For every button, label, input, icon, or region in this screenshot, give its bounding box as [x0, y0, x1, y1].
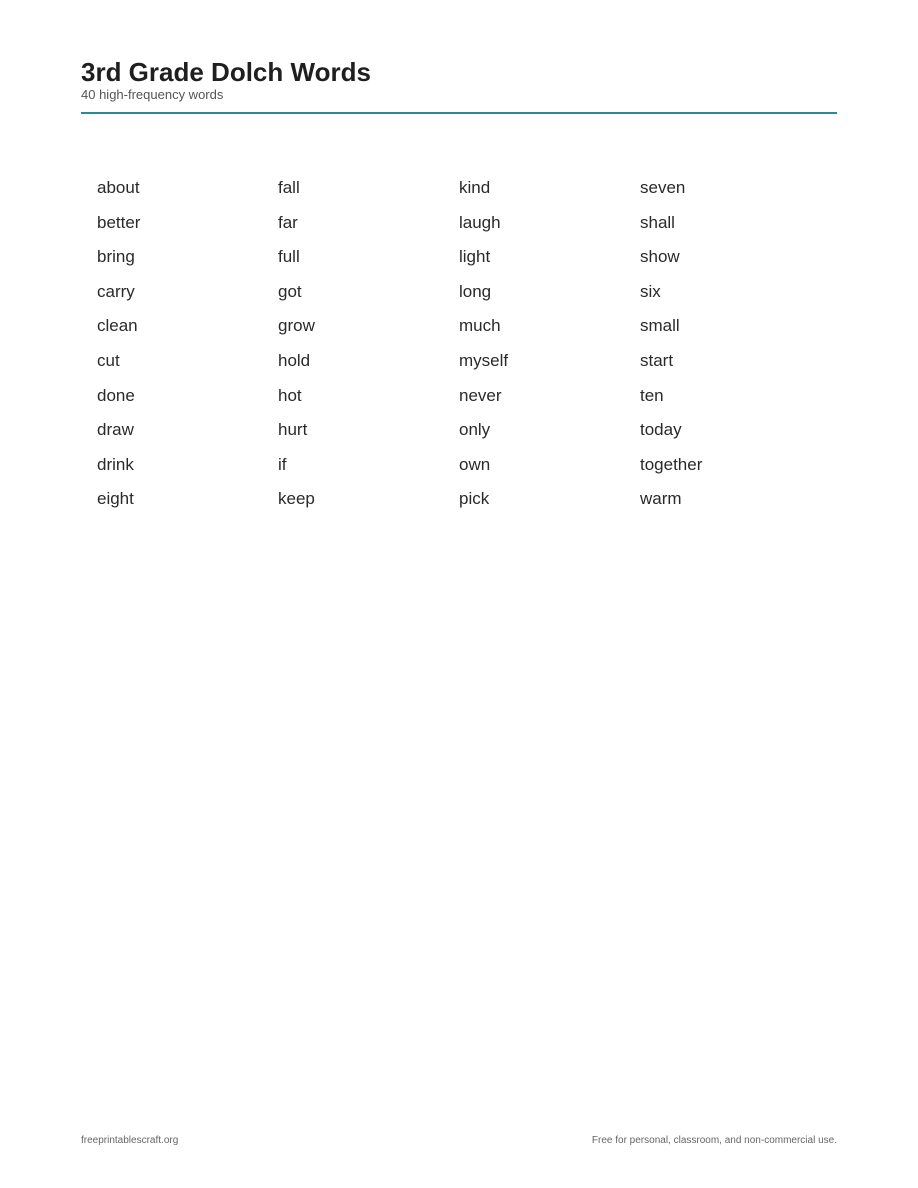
word-item: better — [97, 212, 141, 232]
word-item: carry — [97, 281, 135, 301]
word-item: drink — [97, 454, 134, 474]
word-item: ten — [640, 385, 664, 405]
word-item: hurt — [278, 420, 308, 440]
word-item: keep — [278, 489, 315, 509]
word-item: if — [278, 454, 287, 474]
footer-license: Free for personal, classroom, and non-commercial use. — [591, 1135, 837, 1146]
word-item: bring — [97, 247, 135, 267]
word-item: about — [97, 178, 140, 197]
word-item: never — [459, 385, 502, 405]
word-item: warm — [640, 489, 682, 509]
word-item: fall — [278, 178, 300, 197]
word-item: shall — [640, 212, 675, 232]
word-item: clean — [97, 316, 138, 336]
word-item: far — [278, 212, 298, 232]
word-item: got — [278, 281, 302, 301]
word-item: hold — [278, 350, 311, 370]
word-item: draw — [97, 420, 134, 440]
word-item: start — [640, 350, 674, 370]
word-item: seven — [640, 178, 686, 197]
word-item: small — [640, 316, 680, 336]
word-item: light — [459, 247, 491, 267]
word-item: kind — [459, 178, 491, 197]
word-grid — [97, 177, 837, 523]
word-item: hot — [278, 385, 302, 405]
word-item: done — [97, 385, 135, 405]
word-item: pick — [459, 489, 490, 509]
word-item: eight — [97, 489, 134, 509]
page-subtitle: 40 high-frequency words — [81, 87, 224, 102]
word-item: today — [640, 420, 682, 440]
word-item: full — [278, 247, 300, 267]
page-header — [81, 57, 837, 114]
word-item: myself — [459, 350, 509, 370]
word-item: six — [640, 281, 661, 301]
word-item: only — [459, 420, 491, 440]
word-item: long — [459, 281, 492, 301]
word-item: show — [640, 247, 680, 267]
page-title: 3rd Grade Dolch Words — [81, 57, 371, 87]
word-item: much — [459, 316, 501, 336]
word-item: together — [640, 454, 703, 474]
footer-site: freeprintablescraft.org — [81, 1135, 179, 1146]
word-item: grow — [278, 316, 315, 336]
word-item: own — [459, 454, 491, 474]
word-item: cut — [97, 350, 120, 370]
word-item: laugh — [459, 212, 501, 232]
